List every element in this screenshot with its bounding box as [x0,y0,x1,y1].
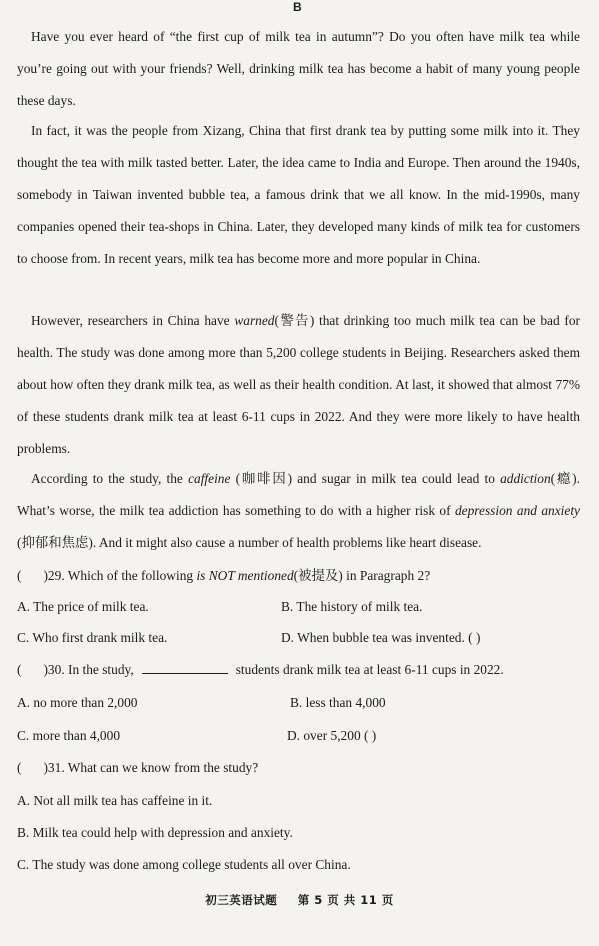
paragraph-3: However, researchers in China have warned(警告) that drinking too much milk tea can be bad for health. The study was done among more than 5,200 college students in Beijing. Researchers asked them about how often they drank milk tea, as well as their health condition. At last, it showed that almost 77% of these students drank milk tea at least 6-11 cups in 2022. And they were more likely to have health problems. [17,313,580,456]
section-letter: B [293,0,302,14]
word-addiction: addiction [500,471,551,486]
answer-paren[interactable]: ( [17,662,22,677]
q30-option-c[interactable]: C. more than 4,000 [17,728,121,743]
word-warned: warned [234,313,275,328]
word-depression-anxiety: depression and anxiety [454,503,581,518]
q30-option-d[interactable]: D. over 5,200 ( ) [287,728,377,743]
answer-paren[interactable]: ( [17,760,22,775]
page-number: 第 5 页 共 11 页 [297,893,394,907]
q30-option-a[interactable]: A. no more than 2,000 [17,695,138,710]
q29-option-b[interactable]: B. The history of milk tea. [281,599,423,614]
question-31: ( )31. What can we know from the study? [17,760,259,775]
question-29: ( )29. Which of the following is NOT mentioned(被提及) in Paragraph 2? [17,568,431,583]
answer-paren[interactable]: ( [17,568,22,583]
q31-option-a[interactable]: A. Not all milk tea has caffeine in it. [17,793,213,808]
q29-option-a[interactable]: A. The price of milk tea. [17,599,149,614]
exam-title: 初三英语试题 [205,893,278,907]
q31-option-b[interactable]: B. Milk tea could help with depression and anxiety. [17,825,293,840]
paragraph-4: According to the study, the caffeine (咖啡因) and sugar in milk tea could lead to addiction(瘾). What’s worse, the milk tea addiction has something to do with a higher risk of depression and anxiety (抑郁和焦虑). And it might also cause a number of health problems like heart disease. [17,471,581,550]
q30-option-b[interactable]: B. less than 4,000 [290,695,386,710]
paragraph-2: In fact, it was the people from Xizang, China that first drank tea by putting some milk into it. They thought the tea with milk tasted better. Later, the idea came to India and Europe. Then around the 1940s, somebody in Taiwan invented bubble tea, a famous drink that we all know. In the mid-1990s, many companies opened their tea-shops in China. Later, they developed many kinds of milk tea for customers to choose from. In recent years, milk tea has become more and more popular in China. [17,123,580,266]
paragraph-1: Have you ever heard of “the first cup of milk tea in autumn”? Do you often have milk tea while you’re going out with your friends? Well, drinking milk tea has become a habit of many young people these days. [17,29,580,108]
q29-option-d[interactable]: D. When bubble tea was invented. ( ) [281,630,481,645]
fill-blank[interactable] [142,661,228,674]
page-footer [0,892,599,908]
q31-option-c[interactable]: C. The study was done among college students all over China. [17,857,351,872]
q29-option-c[interactable]: C. Who first drank milk tea. [17,630,168,645]
question-30: ( )30. In the study, students drank milk tea at least 6-11 cups in 2022. [17,662,504,677]
word-caffeine: caffeine [188,471,231,486]
